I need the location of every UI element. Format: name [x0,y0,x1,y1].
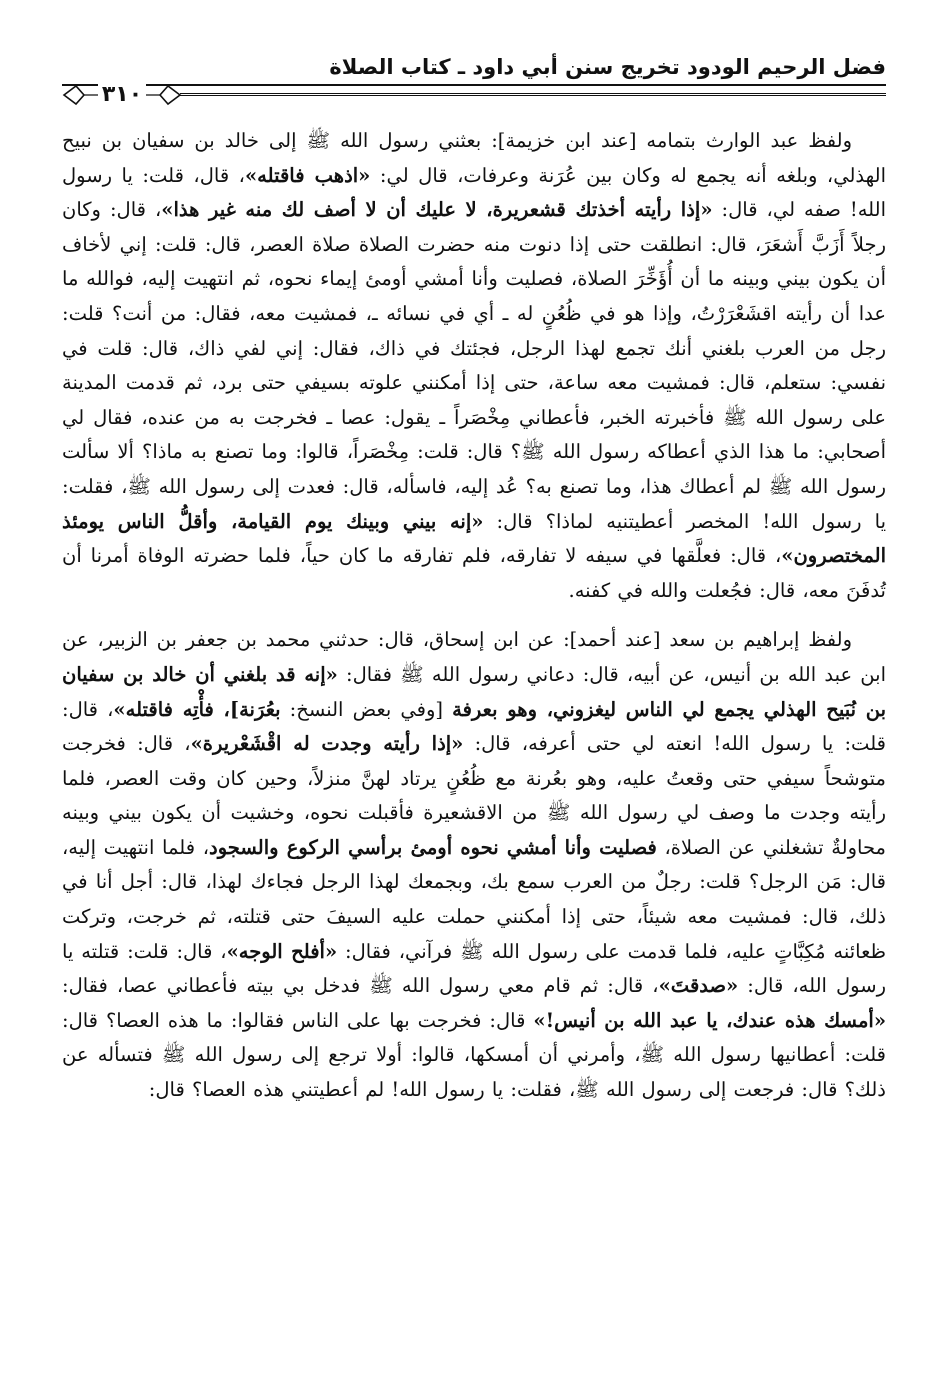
hadith-quote: «إنه بيني وبينك يوم القيامة، وأقلُّ الناس يومئذ المختصرون» [62,509,886,568]
hadith-quote: «صدقتَ» [658,974,739,998]
hadith-quote: «إذا رأيته أخذتك قشعريرة، لا عليك أن لا أصف لك منه غير هذا» [161,198,713,222]
hadith-quote: «اذهب فاقتله» [244,163,371,187]
text-segment: ، قال: فعلَّقها في سيفه لا تفارقه، فلم تفارقه ما كان حياً، فلما حضرته الوفاة أمرنا أن تُدفَنَ معه، قال: فجُعلت والله في كفنه. [62,544,886,602]
text-segment: ، فلما انتهيت إليه، قال: مَن الرجل؟ قلت: رجلٌ من العرب سمع بك، وبجمعك لهذا الرجل فجاءك لهذا، قال: أجل أنا في ذلك، قال: فمشيت معه شيئاً، حتى إذا أمكنني حملت عليه السيفَ حتى قتلته، ثم خرجت، وتركت ظعائنه مُكِبَّاتٍ عليه، فلما قدمت على رسول الله ﷺ فرآني، فقال: [62,835,887,963]
page-number-badge [62,80,182,110]
hadith-quote: بعُرَنة]، فأْتِه فاقتله» [113,697,281,721]
text-segment: ، قال: قلت: قتلته يا رسول الله، قال: [62,939,886,998]
header-double-rule [180,93,886,96]
hadith-quote: «إنه قد بلغني أن خالد بن سفيان بن نُبَيح الهذلي يجمع لي الناس ليغزوني، وهو بعرفة [62,662,886,721]
text-segment: ، قال: قلت: يا رسول الله! انعته لي حتى أعرفه، قال: [62,697,886,756]
text-segment: ولفظ إبراهيم بن سعد [عند أحمد]: عن ابن إسحاق، قال: حدثني محمد بن جعفر بن الزبير، عن ابن عبد الله بن أنيس، عن أبيه، قال: دعاني رسول الله ﷺ فقال: [62,628,886,686]
page-header [62,52,886,112]
text-segment: ، قال: فخرجت متوشحاً سيفي حتى وقعتُ عليه، وهو بعُرنة مع ظُعُنٍ يرتاد لهنَّ منزلاً، وحين كان وقت العصر، فلما رأيته وجدت ما وصف لي رسول الله ﷺ من الاقشعيرة فأقبلت نحوه، وخشيت أن يكون بيني وبينه محاولةٌ تشغلني عن الصلاة، [62,732,886,859]
page-body [62,124,886,1108]
text-segment: ، قال، قلت: يا رسول الله! صفه لي، قال: [62,163,886,222]
text-segment: ، قال: وكان رجلاً أَزَبَّ أَشعَرَ، قال: انطلقت حتى إذا دنوت منه حضرت الصلاة صلاة العصر، قال: قلت: إني لأخاف أن يكون بيني وبينه ما أن أُؤَخِّرَ الصلاة، فصليت وأنا أمشي أومئ إيماء نحوه، ثم انتهيت إليه، فوالله ما عدا أن رأيته اقشَعْرَرْتُ، وإذا هو في ظُعُنٍ له ـ أي في نسائه ـ، فمشيت معه، فقال: من أنت؟ قلت: رجل من العرب بلغني أنك تجمع لهذا الرجل، فجئتك في ذاك، فقال: إني لفي ذاك، قال: قلت في نفسي: ستعلم، قال: فمشيت معه ساعة، حتى إذا أمكنني علوته بسيفي حتى برد، ثم قدمت المدينة على رسول الله ﷺ فأخبرته الخبر، فأعطاني مِخْصَراً ـ يقول: عصا ـ فخرجت به من عنده، فقال لي أصحابي: ما هذا الذي أعطاكه رسول الله ﷺ؟ قال: قلت: مِخْصَراً، قالوا: وما تصنع به ماذا؟ ألا سألت رسول الله ﷺ لم أعطاك هذا، وما تصنع به؟ عُد إليه، فاسأله، قال: فعدت إلى رسول الله ﷺ، فقلت: يا رسول الله! المخصر أعطيتنيه لماذا؟ قال: [62,198,886,533]
hadith-quote: «إذا رأيته وجدت له اقْشَعْريرة» [190,732,464,756]
text-segment: ، قال: ثم قام معي رسول الله ﷺ فدخل بي بيته فأعطاني عصا، فقال: [62,974,659,998]
paragraph [62,124,886,608]
paragraph [62,623,886,1107]
text-segment: قال: فخرجت بها على الناس فقالوا: ما هذه العصا؟ قال: قلت: أعطانيها رسول الله ﷺ، وأمرني أن أمسكها، قالوا: أولا ترجع إلى رسول الله ﷺ فتسأله عن ذلك؟ قال: فرجعت إلى رسول الله ﷺ، فقلت: يا رسول الله! لم أعطيتني هذه العصا؟ قال: [62,1008,886,1102]
text-segment: [وفي بعض النسخ: [280,697,453,721]
hadith-quote: «أمسك هذه عندك، يا عبد الله بن أنيس!» [533,1008,887,1032]
page-number: ٣١٠ [98,80,146,110]
running-title: فضل الرحيم الودود تخريج سنن أبي داود ـ كتاب الصلاة [329,55,886,79]
hadith-quote: «أفلح الوجه» [226,939,338,963]
header-rule [62,84,886,86]
text-segment: ولفظ عبد الوارث بتمامه [عند ابن خزيمة]: بعثني رسول الله ﷺ إلى خالد بن سفيان بن نبيح الهذلي، وبلغه أنه يجمع له وكان بين عُرَنة وعرفات، قال لي: [62,129,887,187]
hadith-quote: فصليت وأنا أمشي نحوه أومئ برأسي الركوع والسجود [209,835,657,859]
